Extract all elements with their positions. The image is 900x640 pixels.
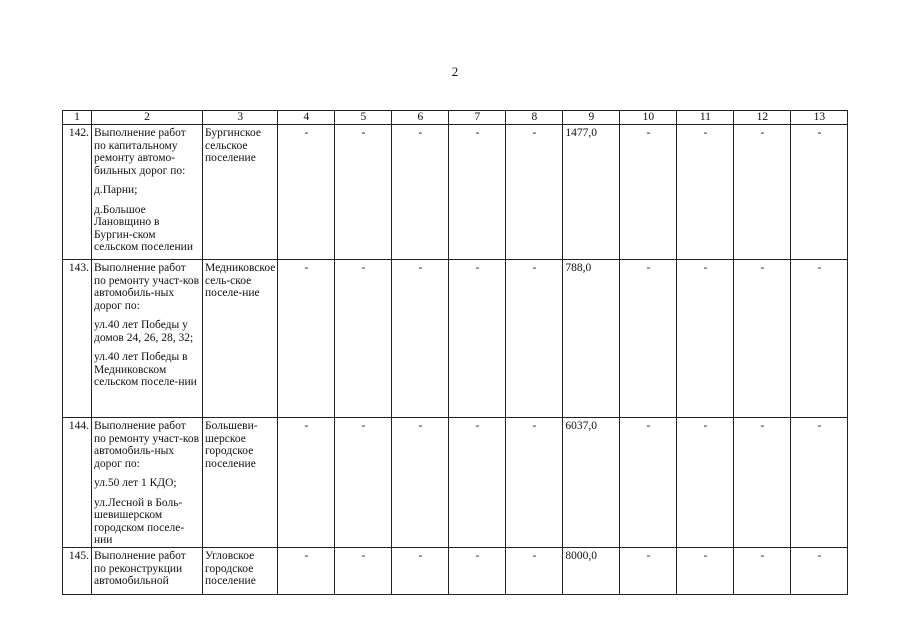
empty-value-cell: - bbox=[620, 125, 677, 260]
row-description bbox=[92, 548, 203, 595]
empty-value-cell: - bbox=[734, 125, 791, 260]
column-header: 6 bbox=[392, 111, 449, 125]
table-row bbox=[63, 125, 848, 260]
row-number: 144. bbox=[63, 418, 92, 548]
empty-value-cell: - bbox=[506, 260, 563, 418]
column-header: 7 bbox=[449, 111, 506, 125]
empty-value-cell: - bbox=[278, 125, 335, 260]
amount-cell: 1477,0 bbox=[563, 125, 620, 260]
empty-value-cell: - bbox=[392, 125, 449, 260]
empty-value-cell: - bbox=[392, 548, 449, 595]
empty-value-cell: - bbox=[620, 548, 677, 595]
empty-value-cell: - bbox=[734, 260, 791, 418]
description-paragraph: ул.50 лет 1 КДО; bbox=[94, 477, 177, 489]
empty-value-cell: - bbox=[506, 125, 563, 260]
empty-value-cell: - bbox=[791, 418, 848, 548]
empty-value-cell: - bbox=[449, 418, 506, 548]
column-header: 13 bbox=[791, 111, 848, 125]
row-number: 142. bbox=[63, 125, 92, 260]
empty-value-cell: - bbox=[791, 548, 848, 595]
empty-value-cell: - bbox=[335, 125, 392, 260]
description-paragraph: ул.Лесной в Боль-шевишерском городском поселе-нии bbox=[94, 496, 185, 546]
row-description bbox=[92, 260, 203, 418]
row-description bbox=[92, 418, 203, 548]
empty-value-cell: - bbox=[620, 418, 677, 548]
column-header: 8 bbox=[506, 111, 563, 125]
budget-table bbox=[62, 110, 848, 595]
column-header: 9 bbox=[563, 111, 620, 125]
column-header: 1 bbox=[63, 111, 92, 125]
empty-value-cell: - bbox=[734, 418, 791, 548]
column-header: 3 bbox=[203, 111, 278, 125]
row-settlement: Бургинское сельское поселение bbox=[203, 125, 278, 260]
empty-value-cell: - bbox=[791, 125, 848, 260]
row-description bbox=[92, 125, 203, 260]
amount-cell: 8000,0 bbox=[563, 548, 620, 595]
empty-value-cell: - bbox=[677, 125, 734, 260]
empty-value-cell: - bbox=[620, 260, 677, 418]
description-paragraph: Выполнение работ по капитальному ремонту автомо-бильных дорог по: bbox=[94, 127, 186, 177]
empty-value-cell: - bbox=[392, 260, 449, 418]
description-paragraph: Выполнение работ по реконструкции автомобильной bbox=[94, 550, 186, 587]
empty-value-cell: - bbox=[449, 548, 506, 595]
column-header: 11 bbox=[677, 111, 734, 125]
column-header: 4 bbox=[278, 111, 335, 125]
amount-cell: 788,0 bbox=[563, 260, 620, 418]
empty-value-cell: - bbox=[392, 418, 449, 548]
empty-value-cell: - bbox=[734, 548, 791, 595]
empty-value-cell: - bbox=[278, 418, 335, 548]
description-paragraph: Выполнение работ по ремонту участ-ков автомобиль-ных дорог по: bbox=[94, 262, 200, 312]
description-paragraph: д.Парни; bbox=[94, 184, 138, 196]
table-header-row bbox=[63, 111, 848, 125]
description-paragraph: Выполнение работ по ремонту участ-ков автомобиль-ных дорог по: bbox=[94, 420, 200, 470]
empty-value-cell: - bbox=[278, 548, 335, 595]
empty-value-cell: - bbox=[677, 260, 734, 418]
empty-value-cell: - bbox=[335, 548, 392, 595]
empty-value-cell: - bbox=[335, 418, 392, 548]
page-number: 2 bbox=[451, 64, 459, 79]
column-header: 2 bbox=[92, 111, 203, 125]
row-settlement: Медниковское сель-ское поселе-ние bbox=[203, 260, 278, 418]
empty-value-cell: - bbox=[449, 260, 506, 418]
table-row bbox=[63, 260, 848, 418]
table-row bbox=[63, 548, 848, 595]
column-header: 12 bbox=[734, 111, 791, 125]
empty-value-cell: - bbox=[335, 260, 392, 418]
empty-value-cell: - bbox=[677, 418, 734, 548]
empty-value-cell: - bbox=[791, 260, 848, 418]
row-settlement: Большеви-шерское городское поселение bbox=[203, 418, 278, 548]
row-number: 143. bbox=[63, 260, 92, 418]
empty-value-cell: - bbox=[449, 125, 506, 260]
empty-value-cell: - bbox=[506, 418, 563, 548]
row-settlement: Угловское городское поселение bbox=[203, 548, 278, 595]
amount-cell: 6037,0 bbox=[563, 418, 620, 548]
empty-value-cell: - bbox=[677, 548, 734, 595]
description-paragraph: д.Большое Лановщино в Бургин-ском сельском поселении bbox=[94, 203, 193, 253]
description-paragraph: ул.40 лет Победы у домов 24, 26, 28, 32; bbox=[94, 319, 194, 344]
column-header: 5 bbox=[335, 111, 392, 125]
description-paragraph: ул.40 лет Победы в Медниковском сельском поселе-нии bbox=[94, 351, 197, 388]
column-header: 10 bbox=[620, 111, 677, 125]
table-row bbox=[63, 418, 848, 548]
empty-value-cell: - bbox=[506, 548, 563, 595]
empty-value-cell: - bbox=[278, 260, 335, 418]
row-number: 145. bbox=[63, 548, 92, 595]
